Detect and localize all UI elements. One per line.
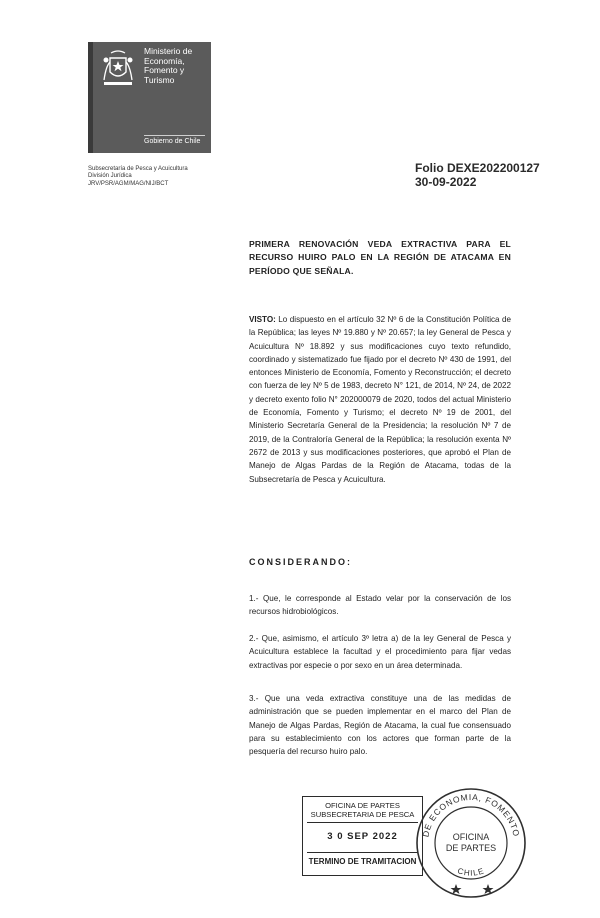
seal-outer-text: DE ECONOMIA, FOMENTO — [420, 791, 522, 838]
oficina-partes-stamp — [302, 796, 423, 876]
stamp-header: OFICINA DE PARTES SUBSECRETARIA DE PESCA — [310, 801, 415, 819]
stamp-date: 3 0 SEP 2022 — [327, 831, 398, 842]
seal-star-icon — [451, 884, 462, 894]
visto-text: Lo dispuesto en el artículo 32 Nº 6 de la Constitución Política de la República; las leyes Nº 19.880 y Nº 20.657; la ley General de Pesca y Acuicultura Nº 18.892 y sus modificaciones cuyo texto refundido, coordinado y sistematizado fue fijado por el decreto Nº 430 de 1991, del entonces Ministerio de Economía, Fomento y Reconstrucción; el decreto con fuerza de ley Nº 5 de 1983, decreto N° 121, de 2014, Nº 24, de 2022 y decreto exento folio N° 202000079 de 2020, todos del actual Ministerio de Economía, Fomento y Turismo; el decreto Nº 19 de 2001, del Ministerio Secretaría General de la Presidencia; la resolución Nº 7 de 2019, de la Contraloría General de la República; la resolución exenta Nº 2672 de 2013 y sus modificaciones posteriores, que aprobó el Plan de Manejo de Algas Pardas de la Región de Atacama, todas de la Subsecretaría de Pesca y Acuicultura. — [249, 315, 511, 484]
svg-text:DE ECONOMIA, FOMENTO — [420, 792, 521, 838]
considerando-item-2: 2.- Que, asimismo, el artículo 3º letra a) de la ley General de Pesca y Acuicultura establece la facultad y el procedimiento para fijar vedas extractivas por especie o por sexo en un área determinada. — [249, 634, 511, 670]
considerando-heading: CONSIDERANDO: — [249, 557, 353, 567]
stamp-divider — [307, 822, 418, 823]
logo-stripe — [88, 42, 93, 153]
ministry-name: Ministerio de Economía, Fomento y Turismo — [144, 46, 193, 85]
seal-bottom-text: CHILE — [456, 866, 486, 878]
sub-department: Subsecretaría de Pesca y Acuicultura División Jurídica JRV/PSR/AGM/MAG/NIJ/BCT — [88, 166, 188, 187]
coat-of-arms-icon — [96, 48, 140, 90]
considerando-item-1: 1.- Que, le corresponde al Estado velar por la conservación de los recursos hidrobiológicos. — [249, 594, 511, 617]
folio-date: 30-09-2022 — [415, 175, 477, 189]
visto-label: VISTO: — [249, 315, 276, 324]
stamp-divider — [307, 852, 418, 853]
document-title: PRIMERA RENOVACIÓN VEDA EXTRACTIVA PARA EL RECURSO HUIRO PALO EN LA REGIÓN DE ATACAMA EN PERÍODO QUE SEÑALA. — [249, 239, 511, 276]
folio-block — [415, 161, 540, 189]
folio-number: Folio DEXE202200127 — [415, 161, 540, 175]
seal-center-line-2: DE PARTES — [445, 843, 497, 853]
visto-paragraph — [249, 313, 511, 486]
ministry-logo — [88, 42, 211, 153]
logo-divider — [144, 135, 205, 136]
considerando-item-3: 3.- Que una veda extractiva constituye una de las medidas de administración que se pueden implementar en el marco del Plan de Manejo de Algas Pardas, Región de Atacama, la cual fue consensuado para su establecimiento con los actores que forman parte de la pesquería del recurso huiro palo. — [249, 694, 511, 757]
gobierno-label: Gobierno de Chile — [144, 138, 201, 145]
round-seal — [412, 784, 530, 902]
seal-center-line-1: OFICINA — [452, 832, 490, 842]
svg-text:CHILE — [456, 866, 485, 877]
stamp-footer: TERMINO DE TRAMITACION — [308, 857, 417, 866]
